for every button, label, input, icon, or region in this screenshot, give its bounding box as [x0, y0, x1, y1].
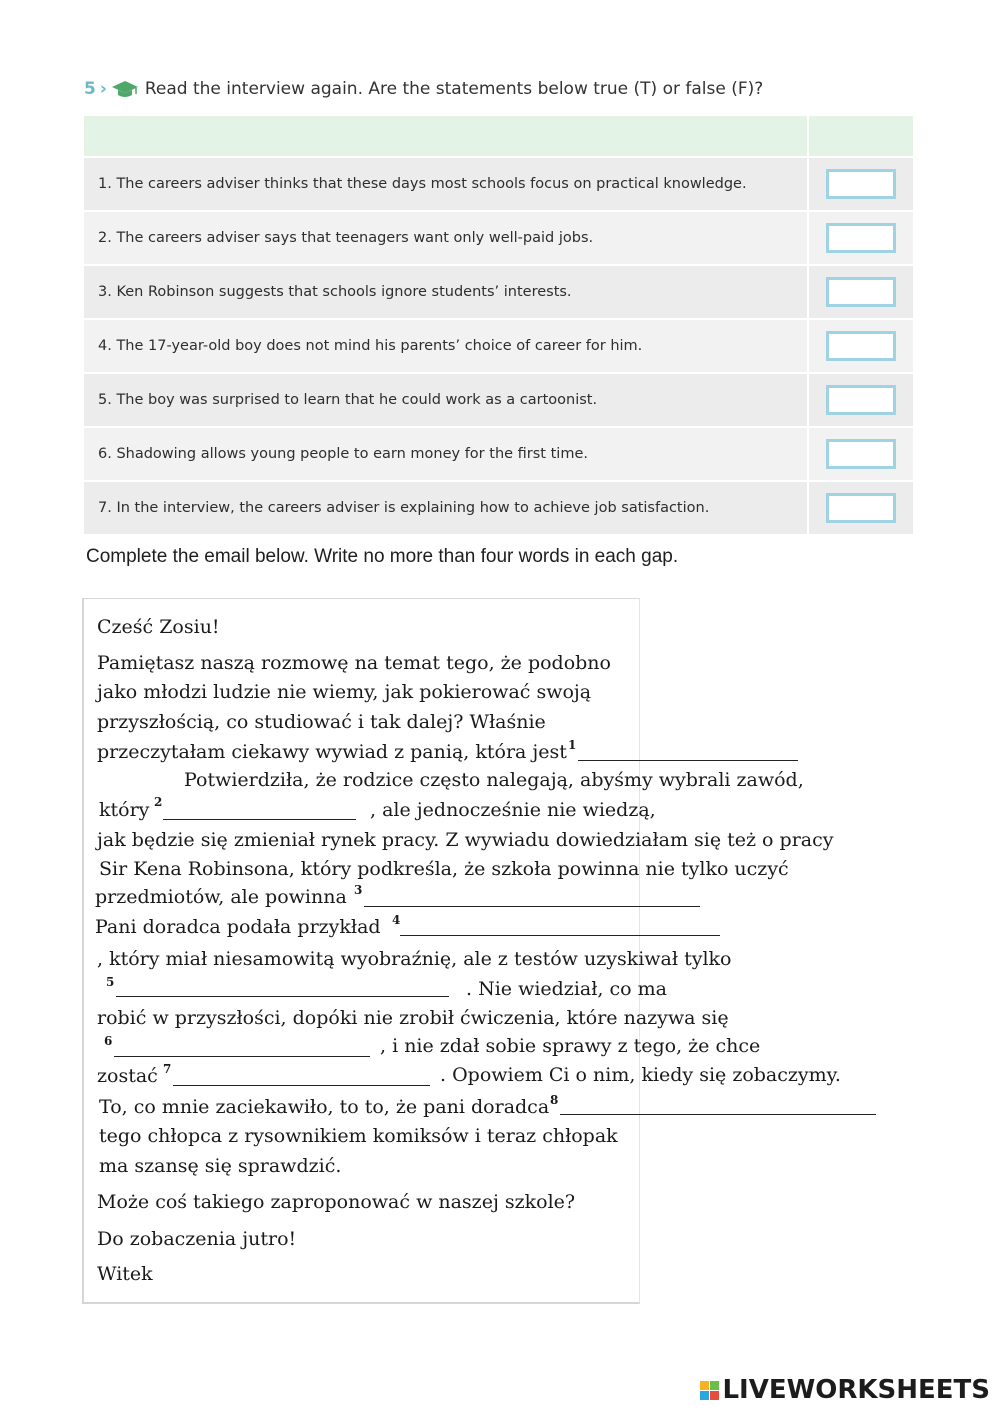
statement-6: 6. Shadowing allows young people to earn money for the first time.	[84, 428, 809, 480]
true-false-table	[84, 116, 913, 534]
email-line: Może coś takiego zaproponować w naszej szkole?	[97, 1191, 576, 1213]
gap-number-5: 5	[106, 975, 115, 989]
table-header	[84, 116, 913, 156]
statement-5: 5. The boy was surprised to learn that he could work as a cartoonist.	[84, 374, 809, 426]
email-line: To, co mnie zaciekawiło, to to, że pani doradca	[99, 1096, 550, 1118]
gap-number-6: 6	[104, 1034, 113, 1048]
email-line: jako młodzi ludzie nie wiemy, jak pokierować swoją	[97, 681, 592, 703]
email-line: . Nie wiedział, co ma	[466, 978, 667, 1000]
statement-2: 2. The careers adviser says that teenagers want only well-paid jobs.	[84, 212, 809, 264]
gap-number-1: 1	[568, 738, 577, 752]
gap-6[interactable]	[114, 1056, 370, 1057]
answer-box-4[interactable]	[826, 331, 896, 361]
email-line: , który miał niesamowitą wyobraźnię, ale z testów uzyskiwał tylko	[97, 948, 732, 970]
email-line: ma szansę się sprawdzić.	[99, 1155, 342, 1177]
email-line: zostać	[97, 1065, 158, 1087]
answer-box-5[interactable]	[826, 385, 896, 415]
answer-box-7[interactable]	[826, 493, 896, 523]
email-line: Potwierdziła, że rodzice często nalegają, abyśmy wybrali zawód,	[184, 769, 804, 791]
gap-number-2: 2	[154, 795, 163, 809]
statement-4: 4. The 17-year-old boy does not mind his parents’ choice of career for him.	[84, 320, 809, 372]
email-line: . Opowiem Ci o nim, kiedy się zobaczymy.	[440, 1064, 841, 1086]
gap-number-8: 8	[550, 1093, 559, 1107]
statement-7: 7. In the interview, the careers adviser is explaining how to achieve job satisfaction.	[84, 482, 809, 534]
table-row	[84, 318, 913, 372]
statement-3: 3. Ken Robinson suggests that schools ignore students’ interests.	[84, 266, 809, 318]
gap-number-4: 4	[392, 913, 401, 927]
email-greeting: Cześć Zosiu!	[97, 616, 220, 638]
email-line: jak będzie się zmieniał rynek pracy. Z wywiadu dowiedziałam się też o pracy	[97, 829, 834, 851]
chevron-right-icon: ›	[99, 79, 107, 99]
gap-3[interactable]	[364, 906, 700, 907]
liveworksheets-watermark	[700, 1375, 990, 1405]
answer-box-2[interactable]	[826, 223, 896, 253]
email-signature: Witek	[97, 1263, 153, 1285]
exercise-title: Read the interview again. Are the statements below true (T) or false (F)?	[144, 79, 764, 99]
table-header-cell	[84, 116, 809, 156]
statement-1: 1. The careers adviser thinks that these days most schools focus on practical knowledge.	[84, 158, 809, 210]
email-instruction: Complete the email below. Write no more than four words in each gap.	[86, 546, 679, 567]
email-line: tego chłopca z rysownikiem komiksów i teraz chłopak	[99, 1125, 618, 1147]
table-row	[84, 156, 913, 210]
email-line: przeczytałam ciekawy wywiad z panią, która jest	[97, 741, 567, 763]
email-line: , ale jednocześnie nie wiedzą,	[370, 799, 656, 821]
table-row	[84, 264, 913, 318]
exercise-number: 5	[84, 79, 96, 99]
email-line: przyszłością, co studiować i tak dalej? Właśnie	[97, 711, 546, 733]
graduation-cap-icon	[111, 79, 139, 99]
gap-4[interactable]	[400, 935, 720, 936]
answer-box-6[interactable]	[826, 439, 896, 469]
gap-1[interactable]	[578, 760, 798, 761]
answer-box-1[interactable]	[826, 169, 896, 199]
email-line: Do zobaczenia jutro!	[97, 1228, 297, 1250]
gap-number-7: 7	[163, 1062, 172, 1076]
table-row	[84, 372, 913, 426]
gap-5[interactable]	[116, 996, 449, 997]
email-line: który	[99, 799, 150, 821]
exercise-header	[84, 76, 763, 102]
gap-7[interactable]	[173, 1085, 430, 1086]
table-row	[84, 426, 913, 480]
email-line: Pani doradca podała przykład	[95, 916, 381, 938]
email-line: robić w przyszłości, dopóki nie zrobił ćwiczenia, które nazywa się	[97, 1007, 729, 1029]
gap-8[interactable]	[560, 1114, 876, 1115]
table-row	[84, 480, 913, 534]
watermark-text: LIVEWORKSHEETS	[722, 1375, 990, 1405]
email-line: Pamiętasz naszą rozmowę na temat tego, że podobno	[97, 652, 611, 674]
email-line: , i nie zdał sobie sprawy z tego, że chce	[380, 1035, 761, 1057]
email-line: przedmiotów, ale powinna	[95, 886, 347, 908]
liveworksheets-logo-icon	[700, 1381, 719, 1400]
answer-box-3[interactable]	[826, 277, 896, 307]
gap-number-3: 3	[354, 883, 363, 897]
gap-2[interactable]	[163, 819, 356, 820]
table-row	[84, 210, 913, 264]
table-header-cell	[809, 116, 913, 156]
email-line: Sir Kena Robinsona, który podkreśla, że szkoła powinna nie tylko uczyć	[99, 858, 789, 880]
